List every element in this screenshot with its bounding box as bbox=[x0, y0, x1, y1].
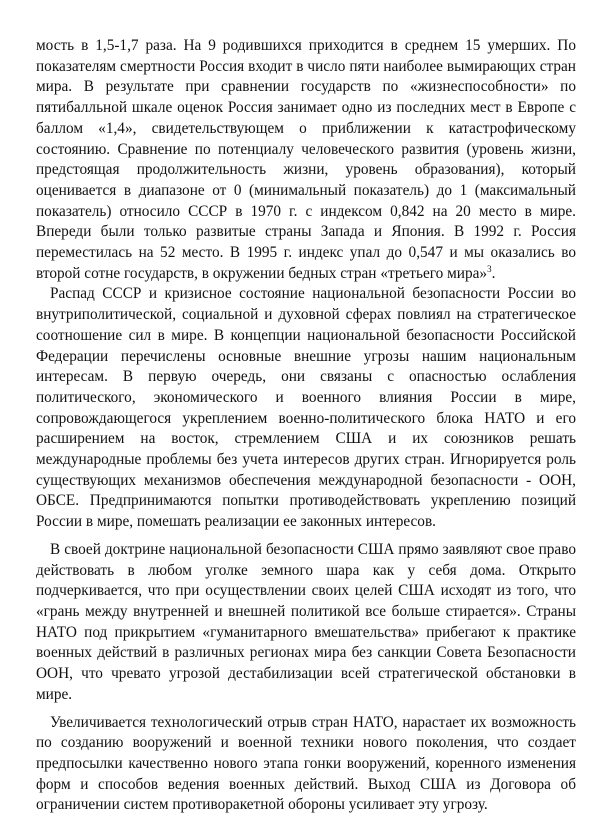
paragraph-text: мость в 1,5-1,7 раза. На 9 родившихся приходится в среднем 15 умерших. По показателям смертности Россия входит в число пяти наиболее вымирающих стран мира. В результате при сравнении государств по «жизнеспособности» по пятибалльной шкале оценок Россия занимает одно из последних мест в Европе с баллом «1,4», свидетельствующем о приближении к катастрофическому состоянию. Сравнение по потенциалу человеческого развития (уровень жизни, предстоящая продолжительность жизни, уровень образования), который оценивается в диапазоне от 0 (минимальный показатель) до 1 (максимальный показатель) относило СССР в 1970 г. с индексом 0,842 на 20 место в мире. Впереди были только развитые страны Запада и Япония. В 1992 г. Россия переместилась на 52 место. В 1995 г. индекс упал до 0,547 и мы оказались во второй сотне государств, в окружении бедных стран «третьего мира» bbox=[36, 37, 576, 282]
paragraph-us-doctrine: В своей доктрине национальной безопасности США прямо заявляют свое право действовать в любом уголке земного шара как у себя дома. Открыто подчеркивается, что при осуществлении своих целей США исходят из того, что «грань между внутренней и внешней политикой все больше стирается». Страны НАТО под прикрытием «гуманитарного вмешательства» прибегают к практике военных действий в различных регионах мира без санкции Совета Безопасности ООН, что чревато угрозой дестабилизации всей стратегической обстановки в мире. bbox=[36, 540, 576, 706]
paragraph-security-threats: Распад СССР и кризисное состояние национальной безопасности России во внутриполитической, социальной и духовной сферах повлиял на стратегическое соотношение сил в мире. В концепции национальной безопасности Российской Федерации перечислены основные внешние угрозы нашим национальным интересам. В первую очередь, они связаны с опасностью ослабления политического, экономического и военного влияния России в мире, сопровождающегося укреплением военно-политического блока НАТО и его расширением на восток, стремлением США и их союзников решать международные проблемы без учета интересов других стран. Игнорируется роль существующих механизмов обеспечения международной безопасности - ООН, ОБСЕ. Предпринимаются попытки противодействовать укреплению позиций России в мире, помешать реализации ее законных интересов. bbox=[36, 284, 576, 532]
footnote-marker: 3 bbox=[487, 264, 492, 274]
paragraph-nato-technology: Увеличивается технологический отрыв стран НАТО, нарастает их возможность по созданию вооружений и военной техники нового поколения, что создает предпосылки качественно нового этапа гонки вооружений, коренного изменения форм и способов ведения военных действий. Выход США из Договора об ограничении систем противоракетной обороны усиливает эту угрозу. bbox=[36, 713, 576, 816]
document-page bbox=[36, 36, 576, 816]
paragraph-demographics: мость в 1,5-1,7 раза. На 9 родившихся приходится в среднем 15 умерших. По показателям смертности Россия входит в число пяти наиболее вымирающих стран мира. В результате при сравнении государств по «жизнеспособности» по пятибалльной шкале оценок Россия занимает одно из последних мест в Европе с баллом «1,4», свидетельствующем о приближении к катастрофическому состоянию. Сравнение по потенциалу человеческого развития (уровень жизни, предстоящая продолжительность жизни, уровень образования), который оценивается в диапазоне от 0 (минимальный показатель) до 1 (максимальный показатель) относило СССР в 1970 г. с индексом 0,842 на 20 место в мире. Впереди были только развитые страны Запада и Япония. В 1992 г. Россия переместилась на 52 место. В 1995 г. индекс упал до 0,547 и мы оказались во второй сотне государств, в окружении бедных стран «третьего мира»$^3$. bbox=[36, 36, 576, 284]
